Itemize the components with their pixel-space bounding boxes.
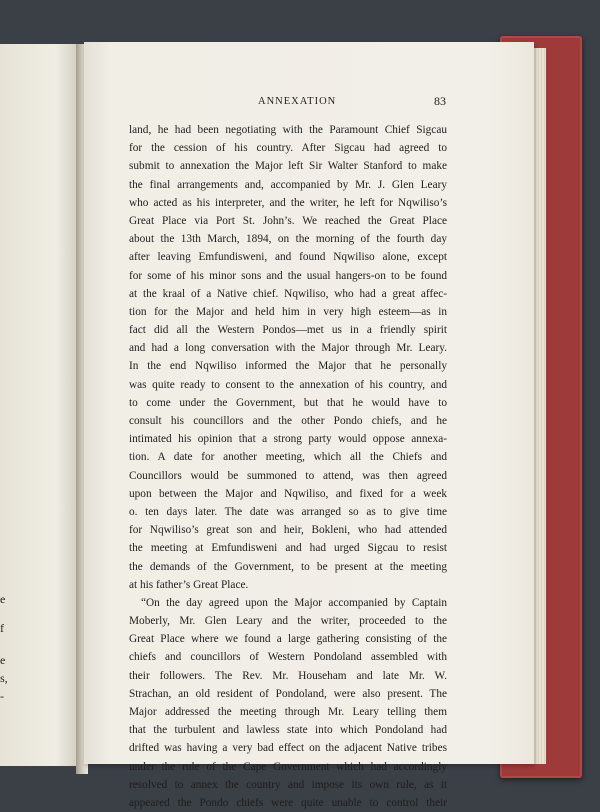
text-line: about the 13th March, 1894, on the morning of the fourth day <box>129 233 447 246</box>
text-line: after leaving Emfundisweni, and found Nqwiliso alone, except <box>129 251 447 264</box>
text-line: Strachan, an old resident of Pondoland, were also present. The <box>129 687 447 700</box>
text-line: In the end Nqwiliso informed the Major that he personally <box>129 360 447 373</box>
text-line: was quite ready to consent to the annexation of his country, and <box>129 378 447 391</box>
text-line: that the turbulent and lawless state into which Pondoland had <box>129 724 447 737</box>
text-line: consult his councillors and the other Pondo chiefs, and he <box>129 415 447 427</box>
running-title: ANNEXATION <box>258 96 337 107</box>
text-line: and had a long conversation with the Major through Mr. Leary. <box>129 342 447 355</box>
text-line: fact did all the Western Pondos—met us in a friendly spirit <box>129 324 447 337</box>
text-line: Great Place via Port St. John’s. We reached the Great Place <box>129 214 447 227</box>
text-line: for the cession of his country. After Sigcau had agreed to <box>129 142 447 155</box>
text-line: upon between the Major and Nqwiliso, and fixed for a week <box>129 487 447 500</box>
text-line: under the rule of the Cape Government which had accordingly <box>129 760 447 773</box>
text-line: Councillors would be summoned to attend, was then agreed <box>129 469 447 482</box>
text-line: to come under the Government, but that he would have to <box>129 396 447 409</box>
text-line: appeared the Pondo chiefs were quite unable to control their <box>129 796 447 809</box>
text-line: drifted was having a very bad effect on the adjacent Native tribes <box>129 742 447 755</box>
text-line: Great Place where we found a large gathering consisting of the <box>129 633 447 646</box>
text-line: the meeting at Emfundisweni and had urged Sigcau to resist <box>129 542 447 555</box>
left-page <box>0 44 80 766</box>
text-line: who acted as his interpreter, and the writer, he left for Nqwiliso’s <box>129 196 447 209</box>
page-header <box>130 96 446 112</box>
text-line: chiefs and councillors of Western Pondoland assembled with <box>129 651 447 664</box>
text-line: submit to annexation the Major left Sir Walter Stanford to make <box>129 160 447 173</box>
text-line: the final arrangements and, accompanied by Mr. J. Glen Leary <box>129 178 447 191</box>
text-line: tion. A date for another meeting, which all the Chiefs and <box>129 451 447 464</box>
text-line: tion for the Major and held him in very high esteem—as in <box>129 305 447 318</box>
text-line: land, he had been negotiating with the Paramount Chief Sigcau <box>129 124 447 136</box>
text-line: for Nqwiliso’s great son and heir, Bokleni, who had attended <box>129 524 447 537</box>
text-line: Moberly, Mr. Glen Leary and the writer, proceeded to the <box>129 615 447 628</box>
text-line: the demands of the Government, to be present at the meeting <box>129 560 447 573</box>
text-line: intimated his opinion that a strong party would oppose annexa- <box>129 433 447 446</box>
left-page-fragment: f <box>0 621 4 635</box>
left-page-fragment: s, <box>0 671 8 685</box>
page-number: 83 <box>434 94 446 108</box>
left-page-fragment: e <box>0 653 6 667</box>
body-text <box>129 121 447 812</box>
text-line: Major addressed the meeting through Mr. Leary telling them <box>129 706 447 718</box>
left-page-fragment: - <box>0 689 4 703</box>
text-line: at his father’s Great Place. <box>129 578 249 591</box>
left-page-fragment: e <box>0 592 6 606</box>
text-line: for some of his minor sons and the usual hangers-on to be found <box>129 269 447 282</box>
text-line: “On the day agreed upon the Major accompanied by Captain <box>141 596 447 609</box>
text-line: resolved to annex the country and impose its own rule, as it <box>129 778 447 791</box>
text-line: o. ten days later. The date was arranged so as to give time <box>129 505 447 518</box>
text-line: at the kraal of a Native chief. Nqwiliso, who had a great affec- <box>129 287 447 300</box>
text-line: their followers. The Rev. Mr. Househam and late Mr. W. <box>129 669 447 682</box>
